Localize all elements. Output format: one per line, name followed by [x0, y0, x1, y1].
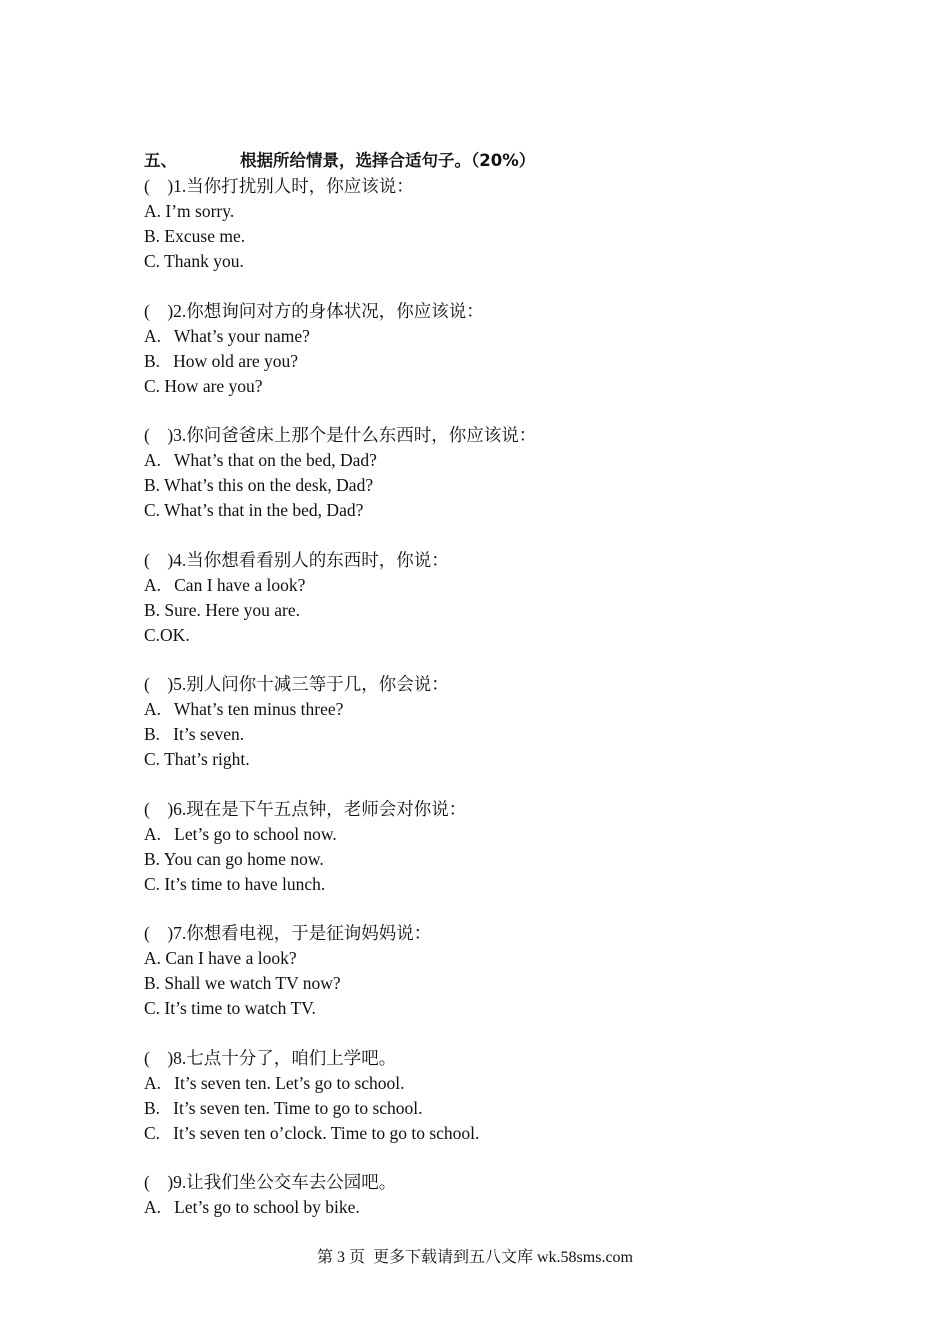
option-a: A. It’s seven ten. Let’s go to school. [144, 1072, 405, 1093]
option-a: A. What’s your name? [144, 325, 310, 346]
option-a: A. Let’s go to school by bike. [144, 1197, 360, 1217]
option-c: C. How are you? [144, 375, 263, 396]
option-c: C. What’s that in the bed, Dad? [144, 500, 364, 520]
question-8 [144, 1046, 844, 1146]
section-title: 根据所给情景，选择合适句子。（20%） [240, 151, 536, 170]
section-heading [144, 148, 844, 174]
question-5 [144, 672, 844, 772]
option-b: B. You can go home now. [144, 848, 324, 869]
section-number: 五、 [144, 151, 177, 170]
option-b: B. It’s seven. [144, 724, 245, 744]
option-b: B. Excuse me. [144, 226, 246, 246]
option-c: C. That’s right. [144, 749, 250, 769]
option-a: A. I’m sorry. [144, 201, 235, 221]
question-7 [144, 921, 844, 1021]
page-footer: 第 3 页 更多下载请到五八文库 wk.58sms.com [316, 1249, 633, 1266]
option-b: B. What’s this on the desk, Dad? [144, 475, 374, 495]
page-content [144, 148, 844, 1220]
option-a: A. Can I have a look? [144, 948, 297, 968]
question-stem: ( )6.现在是下午五点钟，老师会对你说： [144, 798, 467, 819]
question-stem: ( )5.别人问你十减三等于几，你会说： [144, 674, 449, 694]
option-c: C. It’s seven ten o’clock. Time to go to school. [144, 1122, 480, 1143]
question-3 [144, 423, 844, 523]
option-a: A. What’s ten minus three? [144, 699, 344, 719]
question-stem: ( )1.当你打扰别人时，你应该说： [144, 176, 414, 196]
question-2 [144, 299, 844, 399]
option-b: B. It’s seven ten. Time to go to school. [144, 1097, 423, 1118]
question-stem: ( )8.七点十分了，咱们上学吧。 [144, 1047, 397, 1068]
option-c: C. Thank you. [144, 251, 244, 271]
question-1 [144, 174, 844, 274]
option-b: B. How old are you? [144, 350, 299, 371]
question-9 [144, 1170, 844, 1220]
question-stem: ( )9.让我们坐公交车去公园吧。 [144, 1172, 397, 1192]
question-stem: ( )3.你问爸爸床上那个是什么东西时，你应该说： [144, 425, 537, 445]
option-a: A. Can I have a look? [144, 574, 306, 595]
question-4 [144, 548, 844, 648]
question-6 [144, 797, 844, 897]
option-a: A. Let’s go to school now. [144, 823, 337, 844]
question-stem: ( )7.你想看电视，于是征询妈妈说： [144, 923, 432, 943]
question-stem: ( )4.当你想看看别人的东西时，你说： [144, 549, 449, 570]
option-c: C. It’s time to have lunch. [144, 873, 326, 894]
option-b: B. Sure. Here you are. [144, 599, 300, 620]
question-stem: ( )2.你想询问对方的身体状况，你应该说： [144, 300, 484, 321]
option-c: C.OK. [144, 624, 190, 645]
option-a: A. What’s that on the bed, Dad? [144, 450, 377, 470]
option-c: C. It’s time to watch TV. [144, 998, 316, 1018]
option-b: B. Shall we watch TV now? [144, 973, 341, 993]
